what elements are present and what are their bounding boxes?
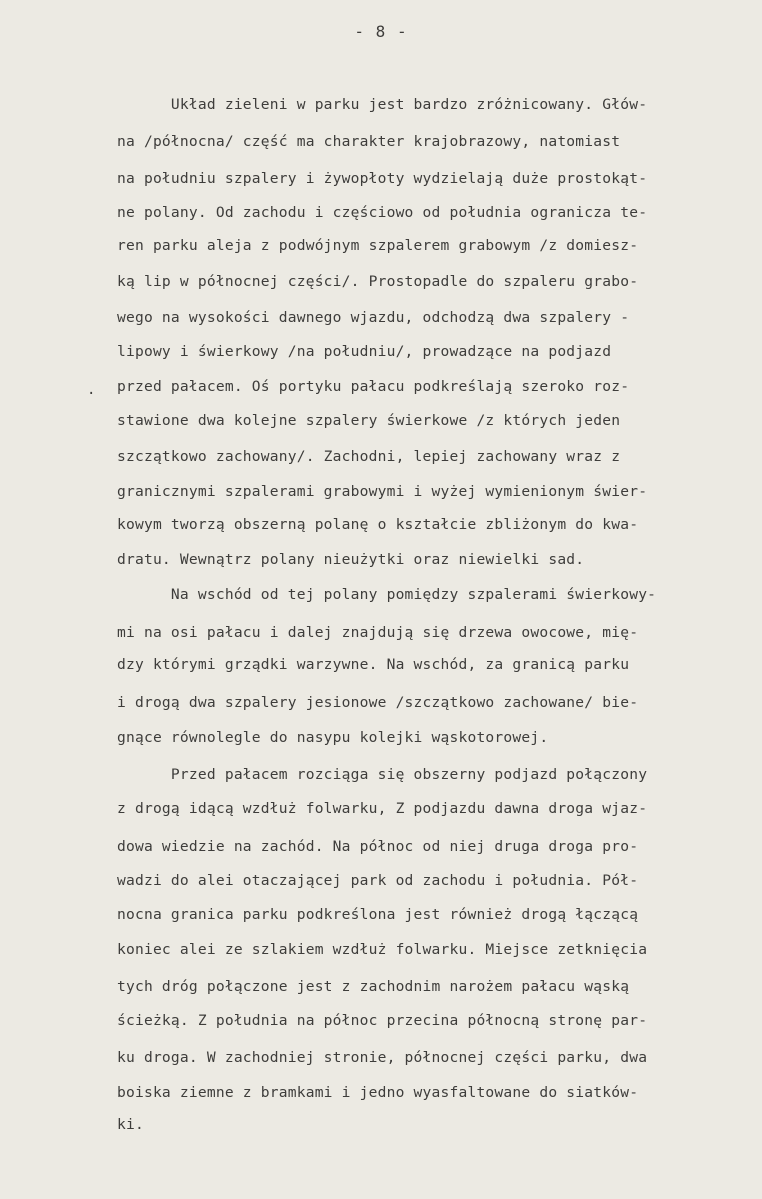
- text-line: boiska ziemne z bramkami i jedno wyasfaltowane do siatków-: [117, 1084, 639, 1101]
- text-line: wego na wysokości dawnego wjazdu, odchodzą dwa szpalery -: [117, 309, 630, 326]
- text-line: tych dróg połączone jest z zachodnim narożem pałacu wąską: [117, 978, 630, 995]
- text-line: i drogą dwa szpalery jesionowe /szczątkowo zachowane/ bie-: [117, 694, 639, 711]
- text-line: nocna granica parku podkreślona jest również drogą łączącą: [117, 906, 639, 923]
- text-line: ku droga. W zachodniej stronie, północnej części parku, dwa: [117, 1049, 648, 1066]
- text-line: ne polany. Od zachodu i częściowo od południa ogranicza te-: [117, 204, 648, 221]
- text-line: przed pałacem. Oś portyku pałacu podkreślają szeroko roz-: [117, 378, 630, 395]
- page-number: - 8 -: [354, 22, 408, 41]
- text-line: ścieżką. Z południa na północ przecina północną stronę par-: [117, 1012, 648, 1029]
- text-line: dowa wiedzie na zachód. Na północ od niej druga droga pro-: [117, 838, 639, 855]
- margin-mark: .: [87, 382, 96, 398]
- text-line: gnące równolegle do nasypu kolejki wąskotorowej.: [117, 729, 549, 746]
- text-line: ren parku aleja z podwójnym szpalerem grabowym /z domiesz-: [117, 237, 639, 254]
- text-line: z drogą idącą wzdłuż folwarku, Z podjazdu dawna droga wjaz-: [117, 800, 648, 817]
- text-line: dzy którymi grządki warzywne. Na wschód, za granicą parku: [117, 656, 630, 673]
- text-line: na południu szpalery i żywopłoty wydzielają duże prostokąt-: [117, 170, 648, 187]
- text-line: wadzi do alei otaczającej park od zachodu i południa. Pół-: [117, 872, 639, 889]
- text-line: Przed pałacem rozciąga się obszerny podjazd połączony: [117, 766, 648, 783]
- text-line: koniec alei ze szlakiem wzdłuż folwarku. Miejsce zetknięcia: [117, 941, 648, 958]
- text-line: granicznymi szpalerami grabowymi i wyżej wymienionym świer-: [117, 483, 648, 500]
- text-line: kowym tworzą obszerną polanę o kształcie zbliżonym do kwa-: [117, 516, 639, 533]
- text-line: szczątkowo zachowany/. Zachodni, lepiej zachowany wraz z: [117, 448, 621, 465]
- text-line: dratu. Wewnątrz polany nieużytki oraz niewielki sad.: [117, 551, 585, 568]
- text-line: ki.: [117, 1116, 144, 1133]
- text-line: mi na osi pałacu i dalej znajdują się drzewa owocowe, mię-: [117, 624, 639, 641]
- text-line: Układ zieleni w parku jest bardzo zróżnicowany. Głów-: [117, 96, 648, 113]
- text-line: lipowy i świerkowy /na południu/, prowadzące na podjazd: [117, 343, 612, 360]
- text-line: stawione dwa kolejne szpalery świerkowe /z których jeden: [117, 412, 621, 429]
- text-line: Na wschód od tej polany pomiędzy szpalerami świerkowy-: [117, 586, 657, 603]
- text-line: ką lip w północnej części/. Prostopadle do szpaleru grabo-: [117, 273, 639, 290]
- text-line: na /północna/ część ma charakter krajobrazowy, natomiast: [117, 133, 621, 150]
